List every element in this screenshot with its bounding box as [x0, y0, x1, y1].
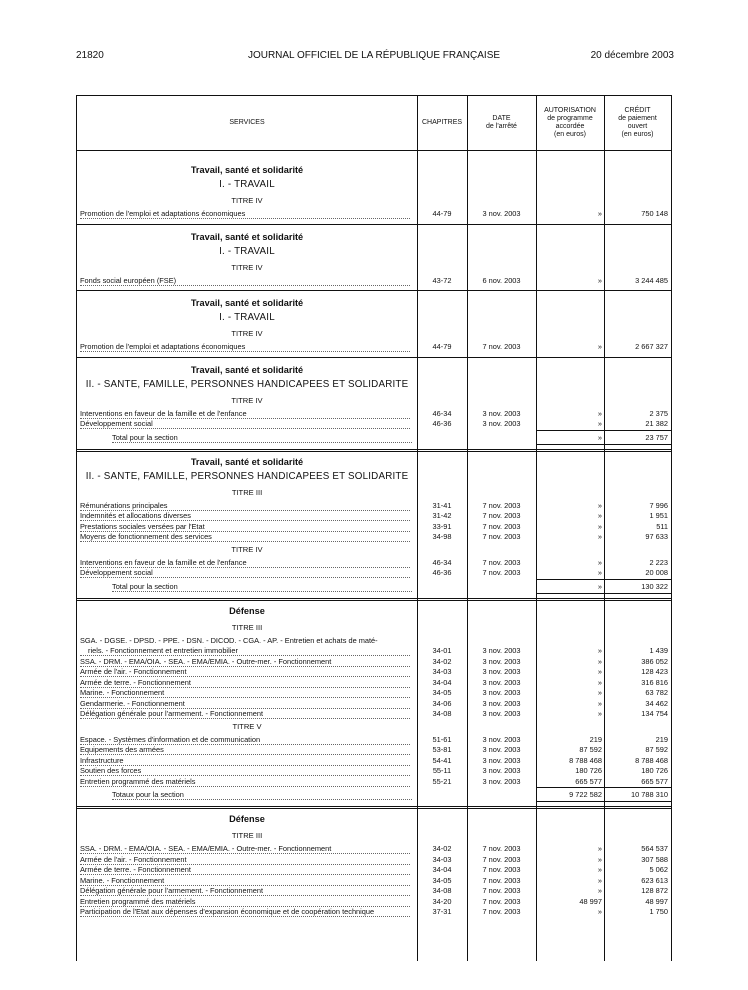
line-label-continued: SGA. - DGSE. - DPSD. - PPE. - DSN. - DICOD. - CGA. - AP. - Entretien et achats de maté- — [80, 635, 378, 645]
credit-amount: 316 816 — [641, 677, 668, 687]
chapter-number: 34-04 — [432, 677, 452, 687]
line-label: Promotion de l'emploi et adaptations économiques — [80, 209, 410, 219]
credit-amount: 87 592 — [645, 745, 668, 754]
chapter-number: 34-03 — [432, 854, 452, 864]
col-header-services: SERVICES — [229, 119, 265, 126]
publication-date: 20 décembre 2003 — [590, 50, 674, 61]
arrete-date: 6 nov. 2003 — [482, 275, 521, 285]
arrete-date: 7 nov. 2003 — [482, 521, 521, 531]
autorisation-amount: 48 997 — [579, 896, 602, 906]
chapter-number: 43-72 — [432, 275, 452, 285]
credit-amount: 2 223 — [649, 557, 668, 567]
arrete-date: 3 nov. 2003 — [482, 677, 521, 687]
chapter-number: 37-31 — [432, 907, 452, 916]
chapter-number: 44-79 — [432, 209, 452, 218]
chapter-number: 53-81 — [432, 745, 452, 754]
autorisation-amount: » — [597, 342, 602, 351]
arrete-date: 7 nov. 2003 — [482, 532, 521, 541]
arrete-date: 7 nov. 2003 — [482, 557, 521, 567]
credit-amount: 48 997 — [645, 896, 668, 906]
titre-label: TITRE III — [231, 831, 263, 840]
credit-amount: 564 537 — [641, 844, 668, 853]
section-heading: Travail, santé et solidarité — [190, 365, 304, 375]
autorisation-amount: » — [597, 667, 602, 676]
line-label: Entretien programmé des matériels — [80, 777, 410, 787]
credit-amount: 1 750 — [649, 907, 668, 916]
col-header-date: DATE de l'arrêté — [486, 115, 517, 130]
arrete-date: 7 nov. 2003 — [482, 907, 521, 916]
col-header-credit: CRÉDIT de paiement ouvert (en euros) — [618, 107, 657, 138]
titre-label: TITRE IV — [231, 544, 263, 554]
line-label: Interventions en faveur de la famille et de l'enfance — [80, 558, 410, 568]
line-label: Infrastructure — [80, 756, 410, 766]
section-rule — [77, 806, 671, 809]
chapter-number: 34-20 — [432, 896, 452, 906]
col-header-autorisation: AUTORISATION de programme accordée (en euros) — [544, 107, 596, 138]
autorisation-amount: » — [597, 408, 602, 418]
credit-amount: 34 462 — [645, 698, 668, 708]
credit-amount: 1 951 — [649, 511, 668, 520]
line-label: Armée de l'air. - Fonctionnement — [80, 855, 410, 865]
autorisation-amount: » — [597, 854, 602, 864]
autorisation-amount: » — [597, 886, 602, 895]
chapter-number: 34-02 — [432, 844, 452, 853]
titre-label: TITRE IV — [231, 329, 263, 338]
chapter-number: 51-61 — [432, 734, 452, 744]
line-label: SSA. - DRM. - EMA/OIA. - SEA. - EMA/EMIA. - Outre-mer. - Fonctionnement — [80, 657, 410, 667]
autorisation-amount: » — [597, 698, 602, 708]
autorisation-amount: » — [597, 275, 602, 285]
autorisation-amount: 665 577 — [575, 776, 602, 786]
autorisation-amount: » — [597, 875, 602, 885]
column-divider — [467, 96, 468, 961]
line-label: Armée de l'air. - Fonctionnement — [80, 667, 410, 677]
chapter-number: 46-36 — [432, 568, 452, 577]
total-credit: 130 322 — [641, 581, 668, 591]
arrete-date: 3 nov. 2003 — [482, 734, 521, 744]
arrete-date: 3 nov. 2003 — [482, 698, 521, 708]
line-label: Prestations sociales versées par l'Etat — [80, 522, 410, 532]
autorisation-amount: » — [597, 865, 602, 874]
credit-amount: 97 633 — [645, 532, 668, 541]
autorisation-amount: » — [597, 521, 602, 531]
arrete-date: 3 nov. 2003 — [482, 745, 521, 754]
line-label: Entretien programmé des matériels — [80, 897, 410, 907]
credit-amount: 665 577 — [641, 776, 668, 786]
total-label: Total pour la section — [112, 433, 412, 443]
arrete-date: 3 nov. 2003 — [482, 667, 521, 676]
credit-amount: 21 382 — [645, 419, 668, 428]
chapter-number: 34-08 — [432, 886, 452, 895]
arrete-date: 7 nov. 2003 — [482, 875, 521, 885]
chapter-number: 34-05 — [432, 688, 452, 697]
autorisation-amount: » — [597, 511, 602, 520]
chapter-number: 34-98 — [432, 532, 452, 541]
arrete-date: 7 nov. 2003 — [482, 844, 521, 853]
credit-amount: 2 667 327 — [635, 342, 668, 351]
autorisation-amount: » — [597, 677, 602, 687]
autorisation-amount: » — [597, 907, 602, 916]
section-rule — [77, 449, 671, 452]
titre-label: TITRE III — [231, 622, 263, 632]
section-rule — [77, 598, 671, 601]
journal-title: JOURNAL OFFICIEL DE LA RÉPUBLIQUE FRANÇAISE — [247, 50, 501, 61]
titre-label: TITRE III — [231, 487, 263, 497]
line-label: Indemnités et allocations diverses — [80, 511, 410, 521]
total-box — [536, 579, 671, 594]
line-label: Gendarmerie. - Fonctionnement — [80, 699, 410, 709]
line-label: Armée de terre. - Fonctionnement — [80, 678, 410, 688]
line-label: Promotion de l'emploi et adaptations économiques — [80, 342, 410, 352]
column-divider — [536, 96, 537, 961]
section-heading: Travail, santé et solidarité — [190, 457, 304, 467]
titre-label: TITRE IV — [231, 395, 263, 405]
total-label: Total pour la section — [112, 582, 412, 592]
line-label: Espace. - Systèmes d'information et de communication — [80, 735, 410, 745]
line-label: riels. - Fonctionnement et entretien immobilier — [80, 646, 410, 656]
arrete-date: 3 nov. 2003 — [482, 408, 521, 418]
arrete-date: 3 nov. 2003 — [482, 766, 521, 775]
autorisation-amount: 8 788 468 — [569, 755, 602, 765]
arrete-date: 3 nov. 2003 — [482, 755, 521, 765]
arrete-date: 7 nov. 2003 — [482, 865, 521, 874]
credit-amount: 219 — [655, 734, 668, 744]
credit-amount: 7 996 — [649, 500, 668, 510]
section-subheading: II. - SANTÉ, FAMILLE, PERSONNES HANDICAPÉES ET SOLIDARITÉ — [85, 379, 409, 389]
section-rule — [77, 290, 671, 291]
arrete-date: 7 nov. 2003 — [482, 854, 521, 864]
section-subheading: II. - SANTÉ, FAMILLE, PERSONNES HANDICAPÉES ET SOLIDARITÉ — [85, 471, 409, 481]
page-number: 21820 — [76, 50, 104, 61]
line-label: Fonds social européen (FSE) — [80, 276, 410, 286]
autorisation-amount: » — [597, 688, 602, 697]
credit-amount: 511 — [656, 521, 668, 531]
line-label: Marine. - Fonctionnement — [80, 876, 410, 886]
chapter-number: 54-41 — [432, 755, 452, 765]
chapter-number: 33-91 — [432, 521, 452, 531]
total-box — [536, 430, 671, 445]
arrete-date: 3 nov. 2003 — [482, 709, 521, 718]
credit-amount: 5 062 — [649, 865, 668, 874]
chapter-number: 34-02 — [432, 656, 452, 666]
credit-amount: 128 423 — [641, 667, 668, 676]
section-heading: Défense — [229, 815, 265, 824]
credit-amount: 8 788 468 — [635, 755, 668, 765]
titre-label: TITRE IV — [231, 262, 263, 272]
credit-amount: 1 439 — [649, 646, 668, 655]
autorisation-amount: » — [597, 500, 602, 510]
chapter-number: 31-41 — [432, 500, 452, 510]
credit-amount: 63 782 — [645, 688, 668, 697]
section-heading: Travail, santé et solidarité — [190, 166, 304, 175]
total-autorisation: 9 722 582 — [569, 790, 602, 799]
autorisation-amount: 219 — [589, 734, 602, 744]
chapter-number: 55-11 — [432, 766, 452, 775]
total-autorisation: » — [597, 432, 602, 442]
line-label: Interventions en faveur de la famille et de l'enfance — [80, 409, 410, 419]
chapter-number: 46-34 — [432, 557, 452, 567]
credit-amount: 750 148 — [641, 209, 668, 218]
line-label: Délégation générale pour l'armement. - Fonctionnement — [80, 886, 410, 896]
autorisation-amount: » — [597, 844, 602, 853]
credit-amount: 134 754 — [641, 709, 668, 718]
total-autorisation: » — [597, 581, 602, 591]
autorisation-amount: » — [597, 568, 602, 577]
chapter-number: 34-05 — [432, 875, 452, 885]
section-heading: Travail, santé et solidarité — [190, 232, 304, 242]
line-label: Marine. - Fonctionnement — [80, 688, 410, 698]
total-label: Totaux pour la section — [112, 790, 412, 800]
total-credit: 23 757 — [645, 432, 668, 442]
arrete-date: 7 nov. 2003 — [482, 568, 521, 577]
credit-amount: 3 244 485 — [635, 275, 668, 285]
line-label: Délégation générale pour l'armement. - Fonctionnement — [80, 709, 410, 719]
line-label: Moyens de fonctionnement des services — [80, 532, 410, 542]
arrete-date: 3 nov. 2003 — [482, 419, 521, 428]
chapter-number: 46-36 — [432, 419, 452, 428]
titre-label: TITRE IV — [231, 196, 263, 205]
arrete-date: 7 nov. 2003 — [482, 511, 521, 520]
titre-label: TITRE V — [232, 721, 262, 731]
section-rule — [77, 357, 671, 358]
arrete-date: 7 nov. 2003 — [482, 500, 521, 510]
section-rule — [77, 224, 671, 225]
autorisation-amount: 180 726 — [575, 766, 602, 775]
arrete-date: 3 nov. 2003 — [482, 688, 521, 697]
autorisation-amount: » — [597, 532, 602, 541]
line-label: SSA. - DRM. - EMA/OIA. - SEA. - EMA/EMIA. - Outre-mer. - Fonctionnement — [80, 844, 410, 854]
credit-amount: 180 726 — [641, 766, 668, 775]
arrete-date: 7 nov. 2003 — [482, 896, 521, 906]
appropriations-table — [76, 95, 672, 961]
chapter-number: 44-79 — [432, 342, 452, 351]
autorisation-amount: 87 592 — [579, 745, 602, 754]
chapter-number: 55-21 — [432, 776, 452, 786]
credit-amount: 128 872 — [641, 886, 668, 895]
arrete-date: 3 nov. 2003 — [482, 646, 521, 655]
autorisation-amount: » — [597, 419, 602, 428]
col-header-chapitres: CHAPITRES — [421, 119, 463, 126]
column-divider — [604, 96, 605, 961]
section-subheading: I. - TRAVAIL — [219, 246, 275, 256]
autorisation-amount: » — [597, 646, 602, 655]
credit-amount: 386 052 — [641, 656, 668, 666]
chapter-number: 34-06 — [432, 698, 452, 708]
line-label: Participation de l'Etat aux dépenses d'expansion économique et de coopération technique — [80, 907, 410, 917]
line-label: Rémunérations principales — [80, 501, 410, 511]
line-label: Equipements des armées — [80, 745, 410, 755]
header-rule — [77, 150, 671, 151]
line-label: Armée de terre. - Fonctionnement — [80, 865, 410, 875]
section-heading: Travail, santé et solidarité — [190, 299, 304, 308]
credit-amount: 20 008 — [645, 568, 668, 577]
line-label: Développement social — [80, 568, 410, 578]
credit-amount: 623 613 — [641, 875, 668, 885]
section-heading: Défense — [229, 606, 265, 616]
section-subheading: I. - TRAVAIL — [219, 180, 275, 189]
arrete-date: 3 nov. 2003 — [482, 656, 521, 666]
chapter-number: 34-08 — [432, 709, 452, 718]
arrete-date: 3 nov. 2003 — [482, 776, 521, 786]
chapter-number: 34-03 — [432, 667, 452, 676]
total-box — [536, 787, 671, 802]
credit-amount: 307 588 — [641, 854, 668, 864]
column-divider — [417, 96, 418, 961]
autorisation-amount: » — [597, 557, 602, 567]
chapter-number: 34-04 — [432, 865, 452, 874]
line-label: Soutien des forces — [80, 766, 410, 776]
autorisation-amount: » — [597, 656, 602, 666]
autorisation-amount: » — [597, 709, 602, 718]
arrete-date: 7 nov. 2003 — [482, 342, 521, 351]
arrete-date: 7 nov. 2003 — [482, 886, 521, 895]
chapter-number: 46-34 — [432, 408, 452, 418]
credit-amount: 2 375 — [649, 408, 668, 418]
chapter-number: 31-42 — [432, 511, 452, 520]
total-credit: 10 788 310 — [631, 790, 668, 799]
chapter-number: 34-01 — [432, 646, 452, 655]
autorisation-amount: » — [597, 209, 602, 218]
arrete-date: 3 nov. 2003 — [482, 209, 521, 218]
line-label: Développement social — [80, 419, 410, 429]
section-subheading: I. - TRAVAIL — [219, 313, 275, 322]
